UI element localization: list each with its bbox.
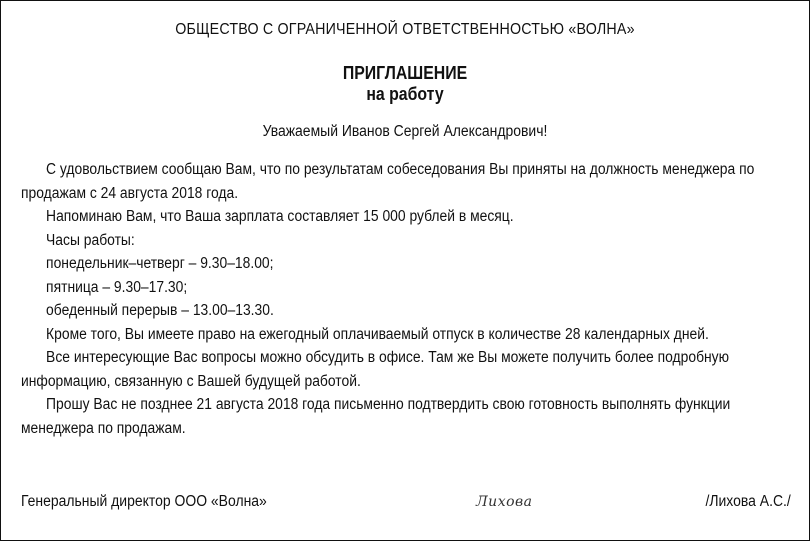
paragraph-vacation: Кроме того, Вы имеете право на ежегодный оплачиваемый отпуск в количестве 28 календарных дней.: [46, 325, 709, 343]
paragraph-lunch-break: обеденный перерыв – 13.00–13.30.: [46, 302, 274, 319]
signature-block: [21, 493, 791, 515]
title-subtitle: на работу: [366, 84, 444, 104]
paragraph-confirmation: Прошу Вас не позднее 21 августа 2018 года письменно подтвердить свою готовность выполнять функции менеджера по продажам.: [21, 396, 731, 437]
paragraph-acceptance: С удовольствием сообщаю Вам, что по результатам собеседования Вы приняты на должность менеджера по продажам с 24 августа 2018 года.: [21, 161, 755, 202]
greeting: Уважаемый Иванов Сергей Александрович!: [262, 123, 548, 140]
letter-body: [21, 158, 791, 440]
signer-position: Генеральный директор ООО «Волна»: [21, 493, 267, 510]
organization-name: ОБЩЕСТВО С ОГРАНИЧЕННОЙ ОТВЕТСТВЕННОСТЬЮ «ВОЛНА»: [175, 21, 635, 38]
handwritten-signature: Лихова: [476, 494, 533, 510]
document-title: [49, 63, 760, 105]
signer-name: /Лихова А.С./: [705, 493, 791, 510]
paragraph-questions: Все интересующие Вас вопросы можно обсудить в офисе. Там же Вы можете получить более подробную информацию, связанную с Вашей будущей работой.: [21, 349, 730, 390]
paragraph-hours-heading: Часы работы:: [46, 231, 135, 249]
paragraph-salary: Напоминаю Вам, что Ваша зарплата составляет 15 000 рублей в месяц.: [46, 208, 514, 225]
title-main: ПРИГЛАШЕНИЕ: [342, 63, 468, 83]
paragraph-hours-mon-thu: понедельник–четверг – 9.30–18.00;: [46, 255, 274, 272]
paragraph-hours-fri: пятница – 9.30–17.30;: [46, 278, 188, 296]
